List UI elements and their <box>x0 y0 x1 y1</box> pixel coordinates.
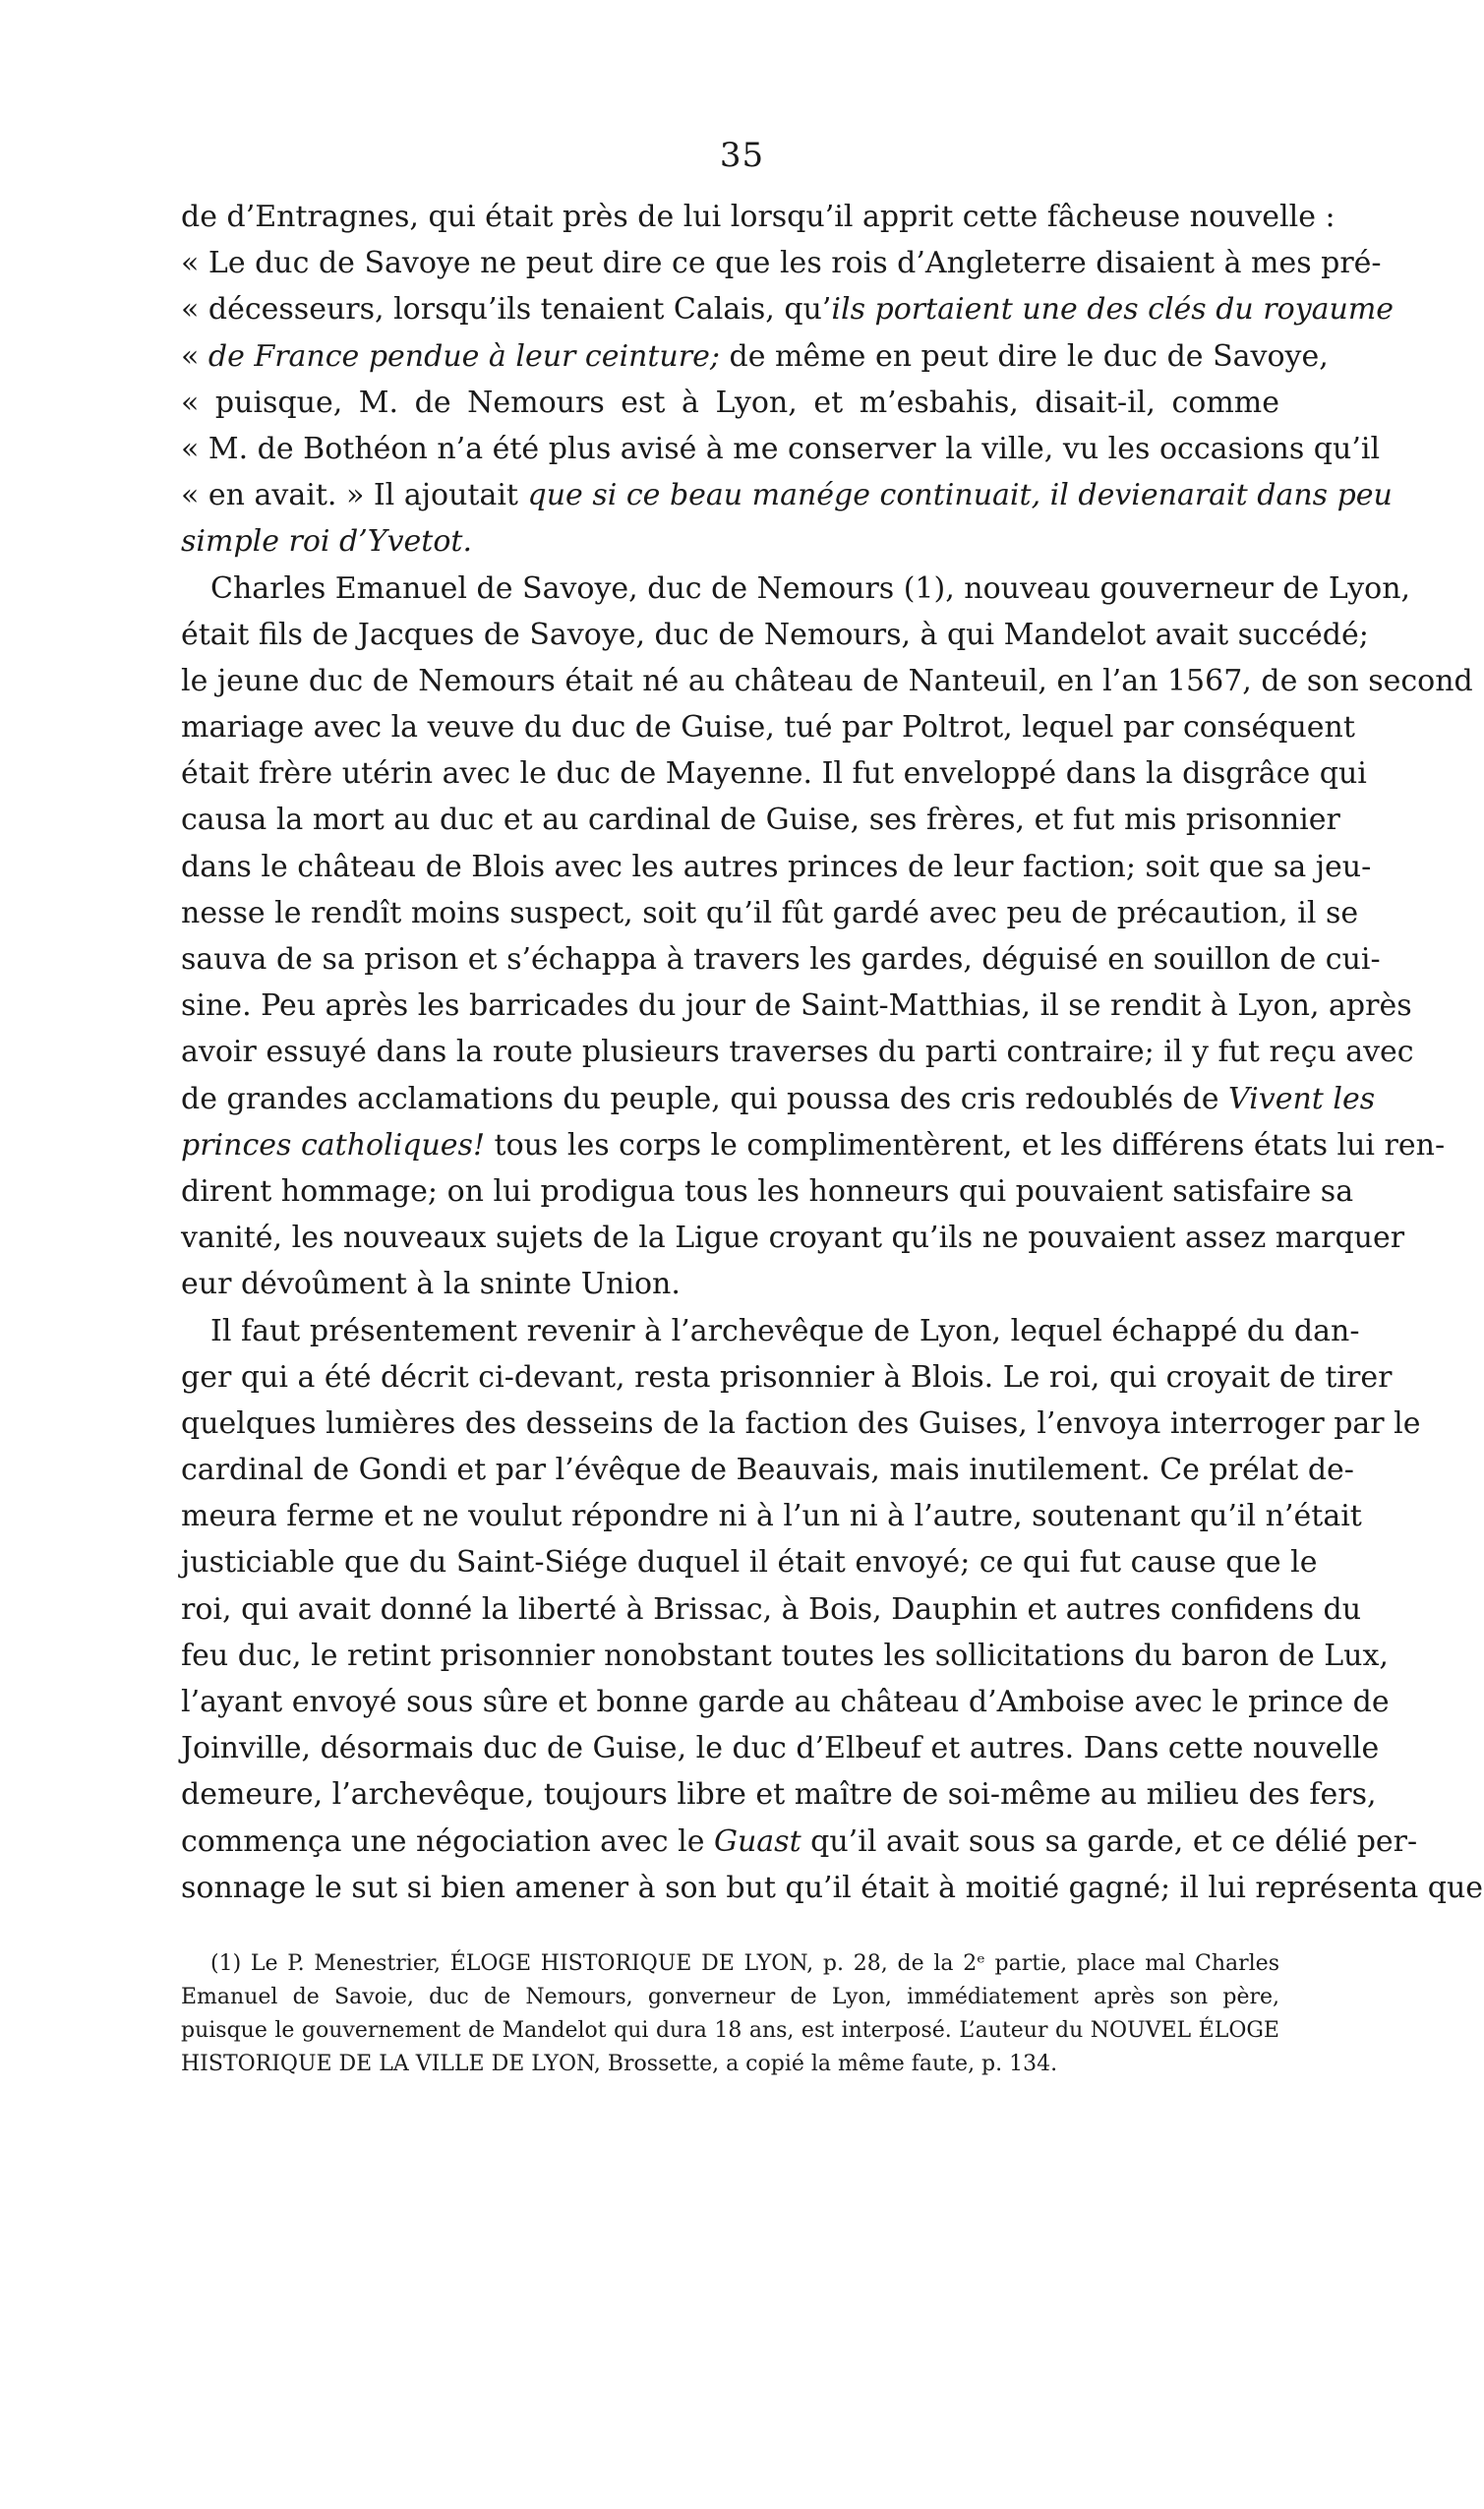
text-line <box>181 472 1393 518</box>
italic-run: de France pendue à leur ceinture; <box>208 338 720 374</box>
text-run: « <box>181 338 208 374</box>
text-line <box>181 286 1395 332</box>
text-line: demeure, l’archevêque, toujours libre et maître de soi-même au milieu des fers, <box>181 1777 1377 1813</box>
text-line: Charles Emanuel de Savoye, duc de Nemours (1), nouveau gouverneur de Lyon, <box>210 570 1411 606</box>
text-run: « décesseurs, lorsqu’ils tenaient Calais, qu’ <box>181 292 832 328</box>
text-run: qu’il avait sous sa garde, et ce délié per- <box>801 1823 1418 1859</box>
italic-run: princes catholiques! <box>181 1127 485 1163</box>
text-line: nesse le rendît moins suspect, soit qu’il fût gardé avec peu de précaution, il se <box>181 895 1359 930</box>
text-line: l’ayant envoyé sous sûre et bonne garde au château d’Amboise avec le prince de <box>181 1685 1390 1719</box>
text-line: causa la mort au duc et au cardinal de Guise, ses frères, et fut mis prisonnier <box>181 803 1340 838</box>
text-line: sauva de sa prison et s’échappa à travers les gardes, déguisé en souillon de cui- <box>181 942 1381 977</box>
text-line: eur dévoûment à la sninte Union. <box>181 1267 681 1302</box>
text-line: était fils de Jacques de Savoye, duc de Nemours, à qui Mandelot avait succédé; <box>181 617 1369 652</box>
italic-run: Guast <box>714 1823 801 1859</box>
text-line: quelques lumières des desseins de la faction des Guises, l’envoya interroger par le <box>181 1405 1421 1441</box>
text-line: « M. de Bothéon n’a été plus avisé à me conserver la ville, vu les occasions qu’il <box>181 431 1381 466</box>
body-text <box>181 194 1484 1911</box>
text-line: justiciable que du Saint-Siége duquel il était envoyé; ce qui fut cause que le <box>181 1545 1318 1581</box>
text-run: de même en peut dire le duc de Savoye, <box>719 338 1329 374</box>
text-line: « Le duc de Savoye ne peut dire ce que les rois d’Angleterre disaient à mes pré- <box>181 246 1382 281</box>
footnote-line: HISTORIQUE DE LA VILLE DE LYON, Brossette, a copié la même faute, p. 134. <box>181 2052 1058 2076</box>
text-line: Joinville, désormais duc de Guise, le duc d’Elbeuf et autres. Dans cette nouvelle <box>181 1731 1380 1766</box>
text-line <box>181 1819 1418 1865</box>
italic-run: simple roi d’Yvetot. <box>181 524 473 560</box>
text-line: roi, qui avait donné la liberté à Brissac, à Bois, Dauphin et autres confidens du <box>181 1591 1362 1627</box>
text-line: le jeune duc de Nemours était né au château de Nanteuil, en l’an 1567, de son second <box>181 663 1473 698</box>
text-line <box>181 1076 1376 1122</box>
text-line: feu duc, le retint prisonnier nonobstant toutes les sollicitations du baron de Lux, <box>181 1638 1389 1673</box>
text-line: cardinal de Gondi et par l’évêque de Beauvais, mais inutilement. Ce prélat de- <box>181 1453 1354 1488</box>
italic-run: Vivent les <box>1228 1081 1376 1116</box>
text-line: « puisque, M. de Nemours est à Lyon, et m’esbahis, disait-il, comme <box>181 385 1279 420</box>
italic-run: ils portaient une des clés du royaume <box>831 292 1395 328</box>
footnote-line: Emanuel de Savoie, duc de Nemours, gonverneur de Lyon, immédiatement après son père, <box>181 1985 1279 2009</box>
text-line: mariage avec la veuve du duc de Guise, tué par Poltrot, lequel par conséquent <box>181 710 1355 746</box>
text-run: commença une négociation avec le <box>181 1823 714 1859</box>
text-line: meura ferme et ne voulut répondre ni à l’un ni à l’autre, soutenant qu’il n’était <box>181 1499 1362 1534</box>
text-run: de grandes acclamations du peuple, qui poussa des cris redoublés de <box>181 1081 1229 1116</box>
footnote-line: (1) Le P. Menestrier, ÉLOGE HISTORIQUE DE LYON, p. 28, de la 2ᵉ partie, place mal Charles <box>210 1951 1279 1976</box>
text-line: dans le château de Blois avec les autres princes de leur faction; soit que sa jeu- <box>181 849 1372 884</box>
text-line <box>181 518 1279 565</box>
text-line: dirent hommage; on lui prodigua tous les honneurs qui pouvaient satisfaire sa <box>181 1173 1354 1209</box>
text-run: tous les corps le complimentèrent, et les différens états lui ren- <box>485 1127 1446 1163</box>
text-line: sonnage le sut si bien amener à son but qu’il était à moitié gagné; il lui représenta que <box>181 1870 1484 1905</box>
text-run: « en avait. » Il ajoutait <box>181 478 528 513</box>
text-line: était frère utérin avec le duc de Mayenne. Il fut enveloppé dans la disgrâce qui <box>181 756 1367 792</box>
footnotes <box>181 1947 1279 2081</box>
text-line <box>181 333 1329 380</box>
text-line: de d’Entragnes, qui était près de lui lorsqu’il apprit cette fâcheuse nouvelle : <box>181 200 1336 234</box>
text-line: avoir essuyé dans la route plusieurs traverses du parti contraire; il y fut reçu avec <box>181 1035 1414 1070</box>
text-line: vanité, les nouveaux sujets de la Ligue croyant qu’ils ne pouvaient assez marquer <box>181 1221 1405 1256</box>
text-line: Il faut présentement revenir à l’archevêque de Lyon, lequel échappé du dan- <box>210 1313 1360 1348</box>
page-number: 35 <box>719 136 765 175</box>
text-line: ger qui a été décrit ci-devant, resta prisonnier à Blois. Le roi, qui croyait de tirer <box>181 1359 1393 1395</box>
text-line <box>181 1122 1446 1168</box>
footnote-line: puisque le gouvernement de Mandelot qui dura 18 ans, est interposé. L’auteur du NOUVEL ÉLOGE <box>181 2018 1279 2043</box>
text-line: sine. Peu après les barricades du jour de Saint-Matthias, il se rendit à Lyon, après <box>181 988 1412 1024</box>
italic-run: que si ce beau manége continuait, il devienarait dans peu <box>527 478 1393 513</box>
